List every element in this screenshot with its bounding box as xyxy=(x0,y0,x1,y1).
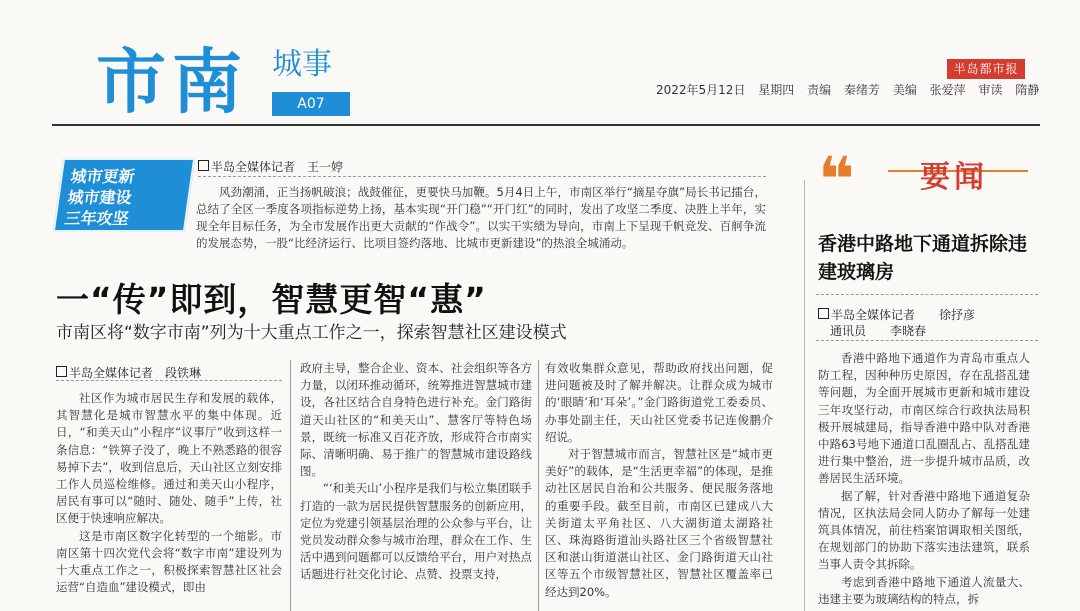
sidebar-divider xyxy=(804,180,805,611)
article-column-3 xyxy=(545,360,773,601)
article-byline xyxy=(56,364,201,381)
editor-name: 秦绪芳 xyxy=(843,83,880,97)
paragraph: 香港中路地下通道作为青岛市重点人防工程，因种种历史原因，存在乱搭乱建等问题，为全面开展城市更新和城市建设三年攻坚行动，市南区综合行政执法局积极开展城建局，指导香港中路中队对香港中路63号地下通道口乱圈乱占、乱搭乱建进行集中整治，进一步提升城市品质，改善居民生活环境。 xyxy=(818,351,1030,486)
column-divider xyxy=(290,360,291,611)
sidebar-byline-reporter: 半岛全媒体记者 徐抒彦 xyxy=(831,308,976,322)
masthead-rule xyxy=(52,124,1040,126)
sidebar-byline xyxy=(818,306,975,323)
article-headline: 一“传”即到，智慧更智“惠” xyxy=(56,280,487,319)
byline-box-icon xyxy=(818,308,829,319)
campaign-badge xyxy=(53,158,195,232)
feature-byline-text: 半岛全媒体记者 王一婷 xyxy=(211,160,344,174)
issue-weekday: 星期四 xyxy=(758,83,795,97)
article-column-1 xyxy=(56,390,282,596)
feature-byline xyxy=(198,158,343,175)
page-number-tag: A07 xyxy=(272,92,350,116)
sidebar-rule xyxy=(816,294,1038,295)
paragraph: 有效收集群众意见，帮助政府找出问题，促进问题被及时了解并解决。让群众成为城市的‘眼睛’和‘耳朵’。”金门路街道党工委委员、办事处副主任，天山社区党委书记连俊鹏介绍说。 xyxy=(545,361,773,444)
sidebar-section-label: 要闻 xyxy=(920,160,988,195)
byline-rule xyxy=(56,380,282,381)
paragraph: 对于智慧城市而言，智慧社区是“城市更美好”的载体，是“生活更幸福”的体现，是推动社区居民自治和公共服务、便民服务落地的重要手段。截至目前，市南区已建成八大关街道太平角社区、八大湖街道太湖路社区、珠海路街道汕头路社区三个省级智慧社区和湛山街道湛山社区、金门路街道天山社区等五个市级智慧社区，智慧社区覆盖率已经达到20%。 xyxy=(545,447,773,599)
paragraph: “‘和美天山’小程序是我们与松立集团联手打造的一款为居民提供智慧服务的创新应用，定位为党建引领基层治理的公众参与平台，让党员发动群众参与城市治理，群众在工作、生活中遇到问题都可以反馈给平台，用户对热点话题进行社交化讨论、点赞、投票支持， xyxy=(300,481,532,582)
issue-info xyxy=(656,81,1039,98)
designer-name: 张爱萍 xyxy=(929,83,966,97)
byline-rule xyxy=(816,340,1038,341)
byline-box-icon xyxy=(198,160,209,171)
sidebar-byline-2: 通讯员 李晓春 xyxy=(830,324,927,338)
byline-rule xyxy=(198,176,766,177)
section-subtitle: 城事 xyxy=(272,47,332,82)
badge-line: 城市更新 xyxy=(69,167,136,186)
feature-intro: 风劲潮涌，正当扬帆破浪；战鼓催征，更要快马加鞭。5月4日上午，市南区举行“摘星夺旗”局长书记擂台，总结了全区一季度各项指标逆势上扬，基本实现“开门稳”“开门红”的同时，发出了攻坚二季度、决胜上半年，实现全年目标任务，为全市发展作出更大贡献的“作战令”。以实干实绩为导向，市南上下呈现千帆竞发、百舸争流的发展态势，一股“比经济运行、比项目签约落地、比城市更新建设”的热浪全城涌动。 xyxy=(196,185,766,250)
designer-label: 美编 xyxy=(892,83,917,97)
article-subhead: 市南区将“数字市南”列为十大重点工作之一，探索智慧社区建设模式 xyxy=(56,323,567,343)
paragraph: 这是市南区数字化转型的一个缩影。市南区第十四次党代会将“数字市南”建设列为十大重点工作之一，积极探索智慧社区社会运营“自造血”建设模式，即由 xyxy=(56,528,282,595)
newspaper-logo: 半岛都市报 xyxy=(947,59,1025,79)
byline-box-icon xyxy=(56,366,67,377)
badge-line: 三年攻坚 xyxy=(63,209,131,228)
sidebar-body xyxy=(818,350,1030,608)
article-column-2 xyxy=(300,360,532,584)
paragraph: 考虑到香港中路地下通道人流量大、违建主要为玻璃结构的特点，拆 xyxy=(818,574,1030,606)
quote-mark-icon: ❝ xyxy=(818,143,855,216)
paragraph: 政府主导，整合企业、资本、社会组织等各方力量，以闭环推动循环，统筹推进智慧城市建设，各社区结合自身特色进行补充。金门路街道天山社区的“和美天山”、慧客厅等特色场景，既统一标准又百花齐放，形成符合市南实际、清晰明确、易于推广的智慧城市建设路线图。 xyxy=(300,361,532,479)
badge-line: 城市建设 xyxy=(66,188,133,207)
sidebar-headline: 香港中路地下通道拆除违建玻璃房 xyxy=(818,233,1028,283)
proof-label: 审读 xyxy=(978,83,1003,97)
paragraph: 据了解，针对香港中路地下通道复杂情况，区执法局会同人防办了解每一处建筑具体情况，前往档案馆调取相关图纸，在规划部门的协助下落实违法建筑，联系当事人责令其拆除。 xyxy=(818,488,1030,572)
issue-date: 2022年5月12日 xyxy=(656,83,746,97)
section-masthead-title: 市南 xyxy=(96,41,248,123)
column-divider xyxy=(538,360,539,611)
article-byline-text: 半岛全媒体记者 段铁琳 xyxy=(69,366,202,380)
paragraph: 社区作为城市居民生存和发展的载体，其智慧化是城市智慧水平的集中体现。近日，“和美天山”小程序“议事厅”收到这样一条信息：“铁箅子没了，晚上不熟悉路的很容易掉下去”，收到信息后，天山社区立刻安排工作人员巡检维修。通过和美天山小程序，居民有事可以“随时、随处、随手”上传，社区便于快速响应解决。 xyxy=(56,391,282,526)
editor-label: 责编 xyxy=(807,83,832,97)
proofreader-name: 隋静 xyxy=(1015,83,1040,97)
